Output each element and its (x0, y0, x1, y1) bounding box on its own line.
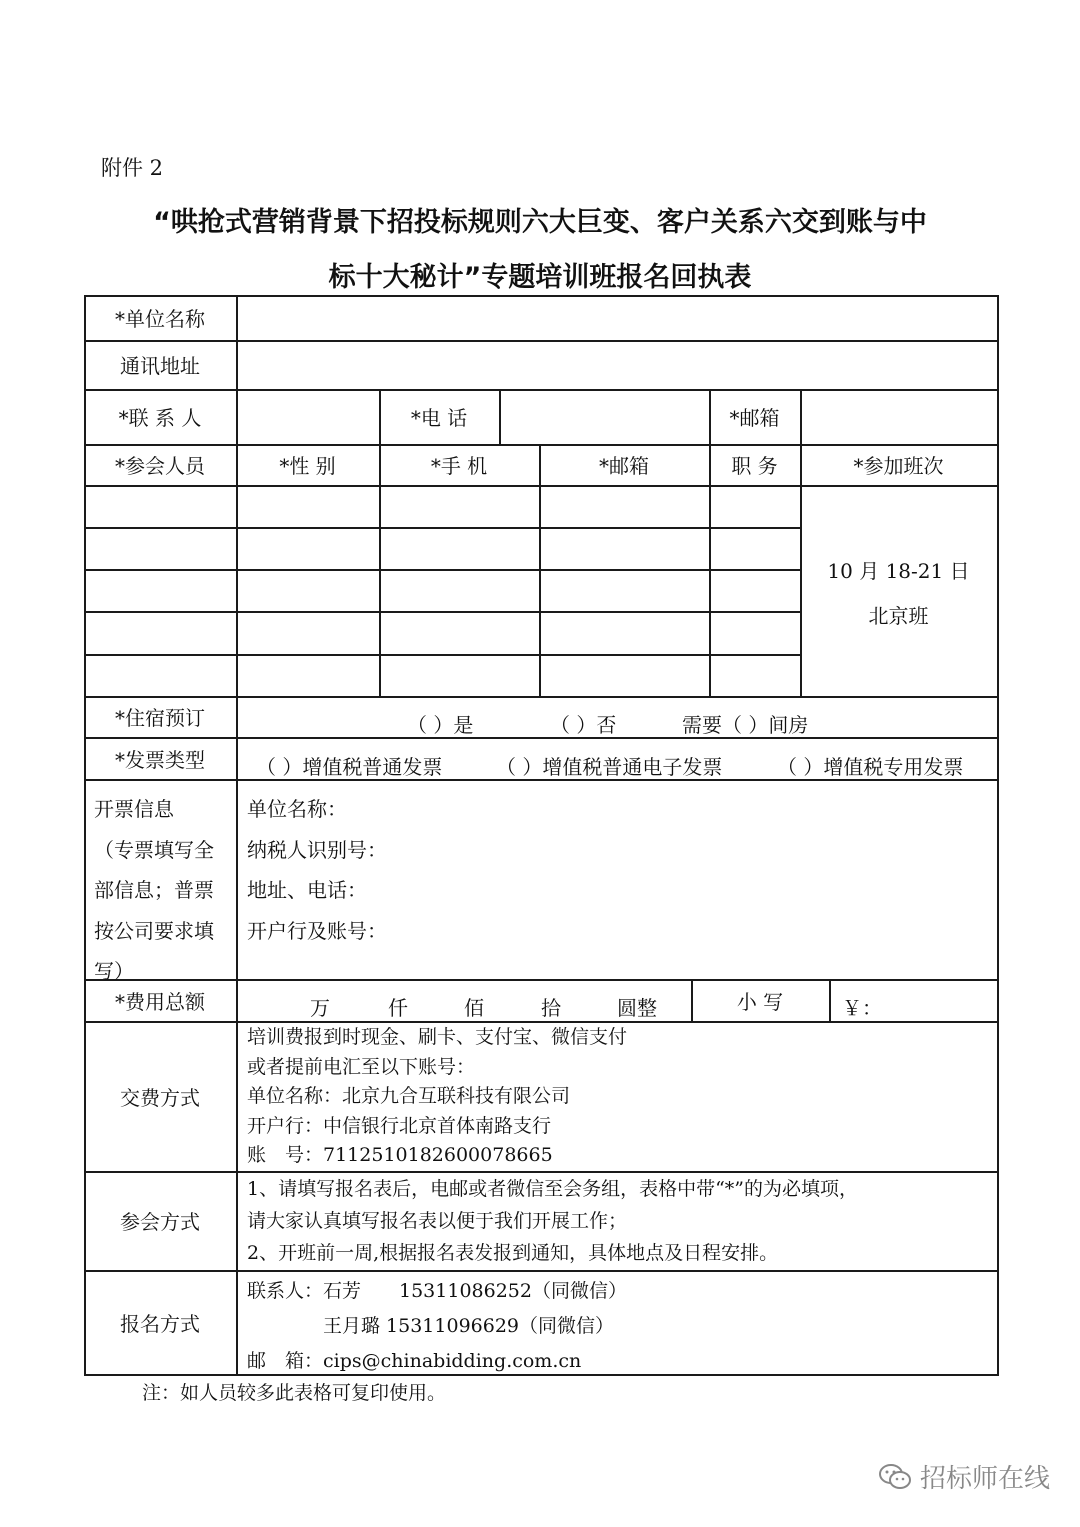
register-method-details: 联系人：石芳 15311086252（同微信） 王月璐 15311096629（同微信） 邮 箱：cips@chinabidding.com.cn (247, 1274, 627, 1379)
attend-method-details: 1、请填写报名表后，电邮或者微信至会务组，表格中带“*”的为必填项， 请大家认真填写报名表以便于我们开展工作； 2、开班前一周,根据报名表发报到通知，具体地点及日程安排。 (247, 1178, 859, 1264)
fee-amount-field[interactable]: ￥： (842, 996, 882, 1020)
attendees-name-header: *参会人员 (115, 454, 205, 478)
phone-label: *电 话 (410, 406, 468, 430)
fee-unit-shi: 拾 (541, 996, 561, 1020)
phone-field[interactable] (500, 391, 708, 443)
invoice-address-field[interactable]: 地址、电话： (247, 878, 367, 902)
unit-name-label: *单位名称 (115, 307, 205, 331)
fee-lowercase-label: 小 写 (736, 989, 784, 1014)
attendees-session-header: *参加班次 (853, 454, 944, 478)
registration-form (84, 295, 999, 1375)
unit-name-field[interactable] (237, 297, 996, 339)
invoice-company-field[interactable]: 单位名称： (247, 797, 347, 821)
contact-label: *联 系 人 (118, 406, 202, 430)
session-city: 北京班 (868, 603, 929, 628)
invoice-info-fields[interactable] (247, 789, 387, 951)
attendees-mobile-header: *手 机 (430, 454, 488, 478)
contact-field[interactable] (237, 391, 378, 443)
email-field[interactable] (801, 391, 996, 443)
footnote: 注：如人员较多此表格可复印使用。 (142, 1382, 447, 1404)
watermark-text: 招标师在线 (920, 1464, 1051, 1494)
fee-label: *费用总额 (115, 989, 205, 1014)
address-field[interactable] (237, 342, 996, 388)
session-date: 10 月 18-21 日 (827, 558, 970, 583)
register-method-label: 报名方式 (120, 1311, 200, 1336)
invoice-option-normal[interactable]: （ ）增值税普通发票 (256, 755, 443, 779)
invoice-bank-field[interactable]: 开户行及账号： (247, 918, 387, 943)
invoice-option-special[interactable]: （ ）增值税专用发票 (777, 755, 964, 779)
payment-label: 交费方式 (120, 1085, 200, 1110)
address-label: 通讯地址 (120, 354, 200, 378)
attachment-label: 附件 2 (101, 156, 164, 180)
wechat-icon (878, 1462, 912, 1492)
payment-details: 培训费报到时现金、刷卡、支付宝、微信支付 或者提前电汇至以下账号： 单位名称：北京九合互联科技有限公司 开户行：中信银行北京首体南路支行 账 号：7112510182600078665 (247, 1026, 628, 1166)
fee-unit-bai: 佰 (464, 996, 484, 1020)
form-title-line2: 标十大秘计”专题培训班报名回执表 (328, 262, 752, 293)
lodging-yes-option[interactable]: （ ）是 (407, 713, 474, 737)
invoice-taxid-field[interactable]: 纳税人识别号： (247, 837, 387, 862)
attend-method-label: 参会方式 (120, 1210, 200, 1234)
attendees-position-header: 职 务 (731, 454, 778, 478)
invoice-type-label: *发票类型 (115, 747, 205, 772)
form-title-line1: “哄抢式营销背景下招投标规则六大巨变、客户关系六交到账与中 (153, 207, 927, 238)
invoice-info-label: 开票信息 （专票填写全 部信息；普票 按公司要求填 写） (94, 797, 214, 983)
invoice-option-electronic[interactable]: （ ）增值税普通电子发票 (496, 755, 723, 779)
lodging-label: *住宿预订 (115, 706, 205, 730)
lodging-rooms-field[interactable]: 需要（ ）间房 (682, 713, 809, 737)
fee-unit-yuan: 圆整 (617, 996, 657, 1020)
attendees-gender-header: *性 别 (279, 454, 336, 478)
fee-unit-qian: 仟 (388, 996, 408, 1020)
attendees-email-header: *邮箱 (599, 454, 649, 478)
email-label: *邮箱 (729, 406, 780, 430)
fee-unit-wan: 万 (310, 996, 330, 1020)
lodging-no-option[interactable]: （ ）否 (550, 713, 617, 737)
watermark (878, 1458, 1050, 1495)
register-email[interactable]: 邮 箱：cips@chinabidding.com.cn (247, 1350, 582, 1372)
